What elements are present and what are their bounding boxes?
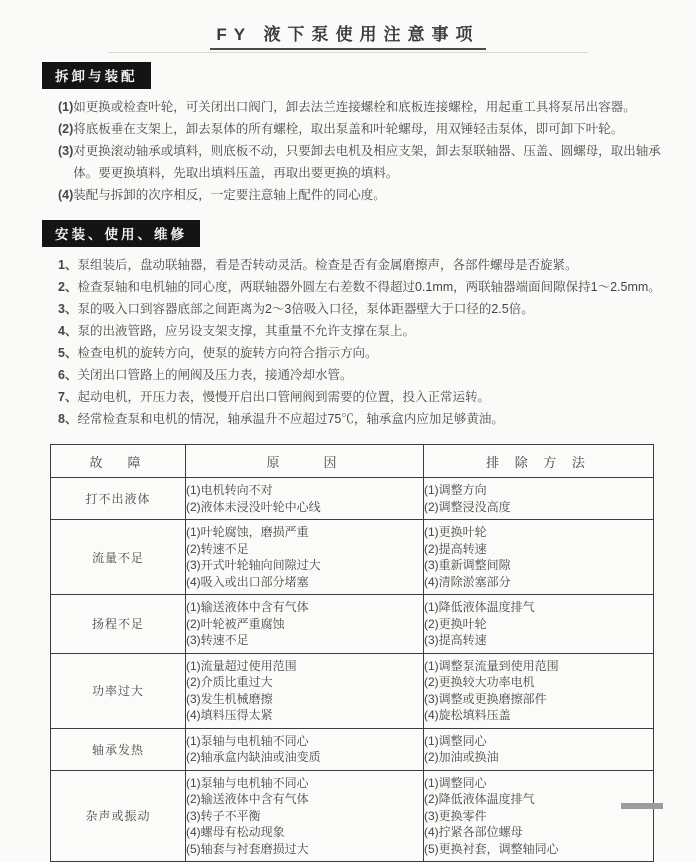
list-item	[58, 140, 676, 184]
remedy-line: (2)加油或换油	[424, 750, 499, 764]
cause-line: (2)介质比重过大	[186, 675, 273, 689]
remedy-cell	[424, 595, 654, 654]
cause-line: (2)转速不足	[186, 541, 249, 556]
fault-name: 流量不足	[51, 520, 186, 595]
remedy-line: (5)更换衬套，调整轴同心	[424, 841, 559, 856]
item-number: (2)	[58, 122, 74, 136]
fault-name: 扬程不足	[51, 595, 186, 654]
remedy-line: (3)更换零件	[424, 808, 487, 823]
item-text: 如更换或检查叶轮，可关闭出口阀门，卸去法兰连接螺栓和底板连接螺栓，用起重工具将泵吊出容器。	[73, 100, 636, 114]
page-title: FY 液下泵使用注意事项	[210, 20, 485, 50]
cause-line: (1)输送液体中含有气体	[186, 600, 309, 614]
cause-line: (3)转速不足	[186, 633, 249, 647]
cause-line: (1)叶轮腐蚀，磨损严重	[186, 525, 309, 539]
cause-cell	[186, 770, 424, 862]
item-text: 将底板垂在支架上，卸去泵体的所有螺栓，取出泵盖和叶轮螺母，用双锤轻击泵体，即可卸下叶轮。	[73, 122, 624, 136]
cause-cell	[186, 478, 424, 520]
cause-line: (4)吸入或出口部分堵塞	[186, 574, 309, 589]
cause-line: (1)电机转向不对	[186, 483, 273, 497]
list-item	[58, 364, 676, 386]
column-header-cause: 原 因	[186, 445, 424, 478]
cause-line: (1)泵轴与电机轴不同心	[186, 775, 309, 790]
cause-line: (1)泵轴与电机轴不同心	[186, 733, 309, 748]
installation-list	[58, 254, 676, 430]
cause-line: (2)输送液体中含有气体	[186, 792, 309, 806]
item-number: 5、	[58, 346, 78, 360]
list-item	[58, 298, 676, 320]
list-item	[58, 254, 676, 276]
cause-cell	[186, 653, 424, 728]
remedy-line: (1)降低液体温度排气	[424, 600, 535, 614]
list-item	[58, 118, 676, 140]
remedy-line: (1)调整方向	[424, 483, 487, 497]
table-row	[51, 520, 654, 595]
table-header-row	[51, 445, 654, 478]
item-text: 装配与拆卸的次序相反，一定要注意轴上配件的同心度。	[73, 188, 386, 202]
cause-cell	[186, 595, 424, 654]
remedy-line: (3)重新调整间隙	[424, 558, 511, 572]
cause-line: (5)轴套与衬套磨损过大	[186, 841, 309, 856]
troubleshooting-table	[50, 444, 654, 862]
remedy-line: (4)拧紧各部位螺母	[424, 825, 523, 839]
list-item	[58, 386, 676, 408]
list-item	[58, 342, 676, 364]
remedy-line: (3)提高转速	[424, 633, 487, 647]
fault-name: 打不出液体	[51, 478, 186, 520]
item-text: 检查泵轴和电机轴的同心度，两联轴器外圆左右差数不得超过0.1mm，两联轴器端面间隙保持1～2.5mm。	[77, 280, 661, 294]
remedy-line: (3)调整或更换磨擦部件	[424, 691, 547, 706]
section-installation	[0, 220, 696, 430]
cause-line: (1)流量超过使用范围	[186, 658, 297, 673]
cause-line: (2)轴承盒内缺油或油变质	[186, 750, 321, 764]
fault-name: 杂声或振动	[51, 770, 186, 862]
item-text: 泵的出液管路，应另设支架支撑，其重量不允许支撑在泵上。	[77, 324, 415, 338]
cause-cell	[186, 728, 424, 770]
remedy-line: (1)调整同心	[424, 733, 487, 748]
item-number: 3、	[58, 302, 78, 316]
list-item	[58, 276, 676, 298]
list-item	[58, 320, 676, 342]
table-row	[51, 653, 654, 728]
page-corner-mark	[621, 803, 663, 809]
remedy-cell	[424, 520, 654, 595]
column-header-remedy: 排 除 方 法	[424, 445, 654, 478]
item-number: 7、	[58, 390, 78, 404]
item-text: 对更换滚动轴承或填料，则底板不动，只要卸去电机及相应支架，卸去泵联轴器、压盖、圆螺母，取出轴承体。要更换填料，先取出填料压盖，再取出要更换的填料。	[73, 144, 661, 180]
remedy-cell	[424, 770, 654, 862]
fault-name: 轴承发热	[51, 728, 186, 770]
cause-line: (4)填料压得太紧	[186, 708, 273, 722]
table-row	[51, 595, 654, 654]
disassembly-list	[58, 96, 676, 206]
remedy-line: (2)降低液体温度排气	[424, 792, 535, 806]
item-number: (3)	[58, 144, 74, 158]
title-underline-decoration	[108, 52, 588, 53]
cause-line: (4)螺母有松动现象	[186, 825, 285, 839]
remedy-line: (4)旋松填料压盖	[424, 708, 511, 722]
item-number: (1)	[58, 100, 74, 114]
remedy-line: (2)更换叶轮	[424, 616, 487, 631]
cause-line: (3)转子不平衡	[186, 808, 261, 823]
remedy-line: (2)调整浸没高度	[424, 499, 511, 514]
remedy-line: (4)清除淤塞部分	[424, 574, 511, 589]
remedy-cell	[424, 478, 654, 520]
item-text: 起动电机，开压力表，慢慢开启出口管闸阀到需要的位置，投入正常运转。	[77, 390, 490, 404]
section-heading-installation: 安装、使用、维修	[42, 220, 200, 247]
column-header-fault: 故 障	[51, 445, 186, 478]
remedy-line: (2)更换较大功率电机	[424, 675, 535, 689]
item-number: 6、	[58, 368, 78, 382]
table-row	[51, 478, 654, 520]
section-disassembly	[0, 62, 696, 206]
cause-line: (3)开式叶轮轴向间隙过大	[186, 558, 321, 572]
title-block	[0, 0, 696, 53]
item-text: 泵的吸入口到容器底部之间距离为2～3倍吸入口径，泵体距器壁大于口径的2.5倍。	[77, 302, 534, 316]
list-item	[58, 96, 676, 118]
item-text: 经常检查泵和电机的情况，轴承温升不应超过75℃，轴承盒内应加足够黄油。	[77, 412, 504, 426]
item-text: 泵组装后，盘动联轴器，看是否转动灵活。检查是否有金属磨擦声，各部件螺母是否旋紧。	[77, 258, 578, 272]
cause-line: (2)液体未浸没叶轮中心线	[186, 499, 321, 514]
cause-line: (3)发生机械磨擦	[186, 691, 273, 706]
item-number: 8、	[58, 412, 78, 426]
remedy-line: (1)更换叶轮	[424, 525, 487, 539]
cause-line: (2)叶轮被严重腐蚀	[186, 616, 285, 631]
remedy-line: (1)调整泵流量到使用范围	[424, 658, 559, 673]
remedy-line: (1)调整同心	[424, 775, 487, 790]
remedy-cell	[424, 653, 654, 728]
remedy-line: (2)提高转速	[424, 541, 487, 556]
section-heading-disassembly: 拆卸与装配	[42, 62, 151, 89]
fault-name: 功率过大	[51, 653, 186, 728]
item-number: (4)	[58, 188, 74, 202]
cause-cell	[186, 520, 424, 595]
item-text: 关闭出口管路上的闸阀及压力表，接通冷却水管。	[77, 368, 353, 382]
table-row	[51, 770, 654, 862]
list-item	[58, 408, 676, 430]
item-number: 2、	[58, 280, 78, 294]
remedy-cell	[424, 728, 654, 770]
table-row	[51, 728, 654, 770]
item-number: 4、	[58, 324, 78, 338]
list-item	[58, 184, 676, 206]
item-text: 检查电机的旋转方向，使泵的旋转方向符合指示方向。	[77, 346, 378, 360]
item-number: 1、	[58, 258, 78, 272]
